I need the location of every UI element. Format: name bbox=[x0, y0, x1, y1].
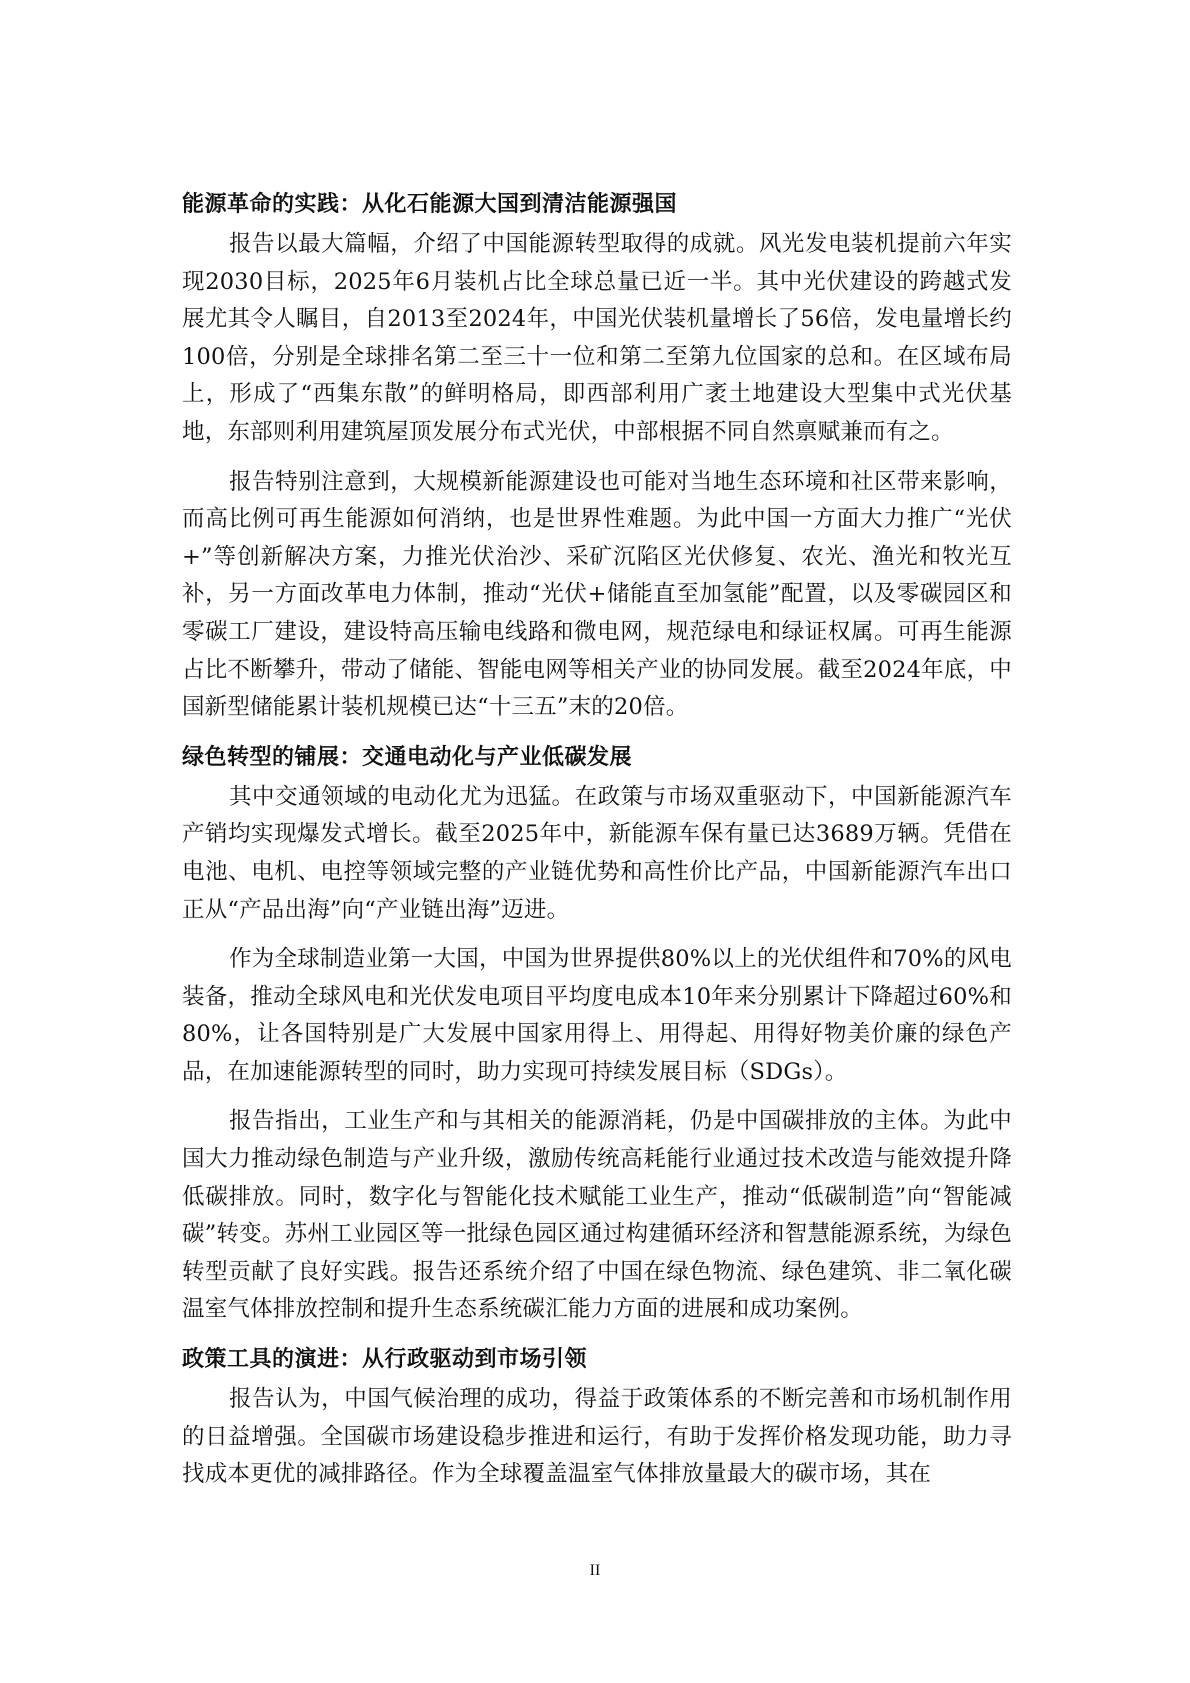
section-heading: 绿色转型的铺展：交通电动化与产业低碳发展 bbox=[182, 744, 633, 770]
section-green-transition bbox=[182, 739, 1012, 1329]
page-number: II bbox=[589, 1562, 601, 1579]
section-heading: 政策工具的演进：从行政驱动到市场引领 bbox=[182, 1347, 588, 1373]
body-paragraph: 报告认为，中国气候治理的成功，得益于政策体系的不断完善和市场机制作用的日益增强。全国碳市场建设稳步推进和运行，有助于发挥价格发现功能，助力寻找成本更优的减排路径。作为全球覆盖温室气体排放量最大的碳市场，其在 bbox=[182, 1386, 1012, 1488]
body-paragraph: 其中交通领域的电动化尤为迅猛。在政策与市场双重驱动下，中国新能源汽车产销均实现爆发式增长。截至2025年中，新能源车保有量已达3689万辆。凭借在电池、电机、电控等领域完整的产业链优势和高性价比产品，中国新能源汽车出口正从“产品出海”向“产业链出海”迈进。 bbox=[182, 783, 1012, 923]
body-paragraph: 报告特别注意到，大规模新能源建设也可能对当地生态环境和社区带来影响，而高比例可再生能源如何消纳，也是世界性难题。为此中国一方面大力推广“光伏+”等创新解决方案，力推光伏治沙、采矿沉陷区光伏修复、农光、渔光和牧光互补，另一方面改革电力体制，推动“光伏+储能直至加氢能”配置，以及零碳园区和零碳工厂建设，建设特高压输电线路和微电网，规范绿电和绿证权属。可再生能源占比不断攀升，带动了储能、智能电网等相关产业的协同发展。截至2024年底，中国新型储能累计装机规模已达“十三五”末的20倍。 bbox=[182, 468, 1012, 721]
section-energy-revolution bbox=[182, 186, 1012, 727]
section-heading: 能源革命的实践：从化石能源大国到清洁能源强国 bbox=[182, 192, 678, 217]
body-paragraph: 报告以最大篇幅，介绍了中国能源转型取得的成就。风光发电装机提前六年实现2030目标，2025年6月装机占比全球总量已近一半。其中光伏建设的跨越式发展尤其令人瞩目，自2013至2024年，中国光伏装机量增长了56倍，发电量增长约100倍，分别是全球排名第二至三十一位和第二至第九位国家的总和。在区域布局上，形成了“西集东散”的鲜明格局，即西部利用广袤土地建设大型集中式光伏基地，东部则利用建筑屋顶发展分布式光伏，中部根据不同自然禀赋兼而有之。 bbox=[182, 231, 1012, 445]
section-policy-tools bbox=[182, 1341, 1012, 1494]
body-paragraph: 报告指出，工业生产和与其相关的能源消耗，仍是中国碳排放的主体。为此中国大力推动绿色制造与产业升级，激励传统高耗能行业通过技术改造与能效提升降低碳排放。同时，数字化与智能化技术赋能工业生产，推动“低碳制造”向“智能减碳”转变。苏州工业园区等一批绿色园区通过构建循环经济和智慧能源系统，为绿色转型贡献了良好实践。报告还系统介绍了中国在绿色物流、绿色建筑、非二氧化碳温室气体排放控制和提升生态系统碳汇能力方面的进展和成功案例。 bbox=[182, 1108, 1012, 1323]
body-paragraph: 作为全球制造业第一大国，中国为世界提供80%以上的光伏组件和70%的风电装备，推动全球风电和光伏发电项目平均度电成本10年来分别累计下降超过60%和80%，让各国特别是广大发展中国家用得上、用得起、用得好物美价廉的绿色产品，在加速能源转型的同时，助力实现可持续发展目标（SDGs）。 bbox=[182, 946, 1012, 1085]
document-body bbox=[182, 186, 1012, 1506]
